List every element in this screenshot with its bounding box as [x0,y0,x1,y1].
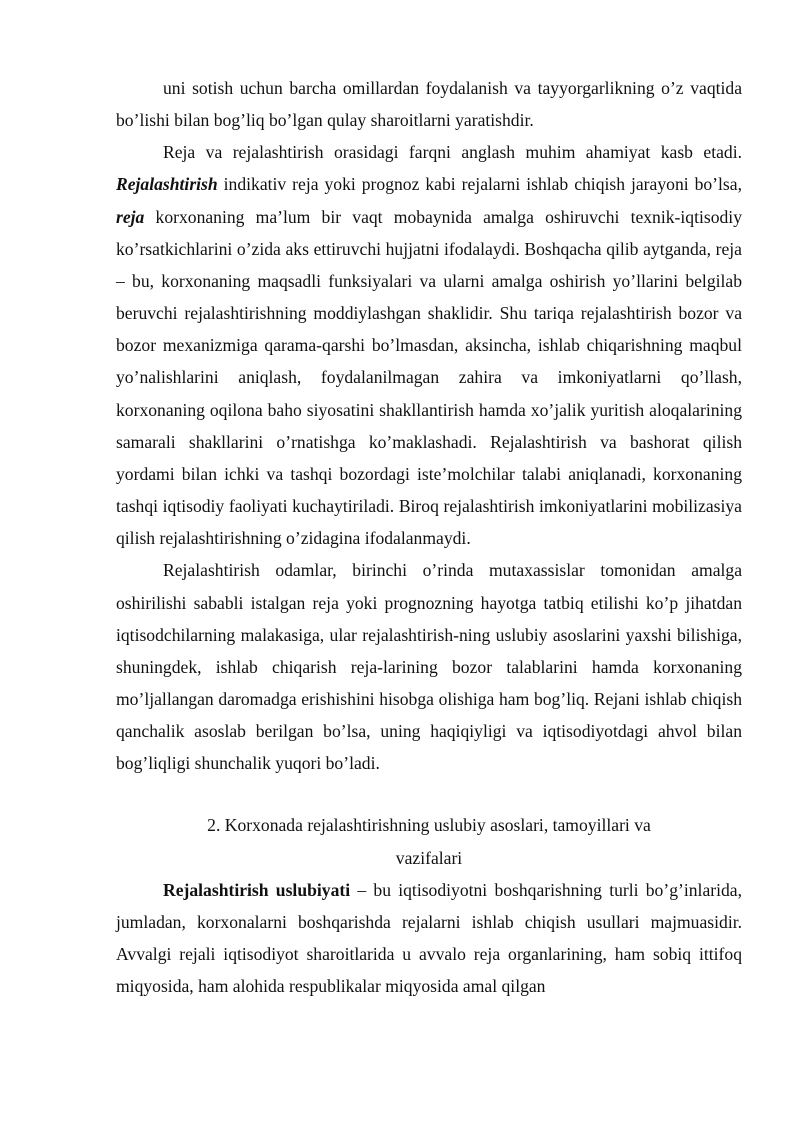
section-heading-line-1: 2. Korxonada rejalashtirishning uslubiy asoslari, tamoyillari va [207,815,651,836]
paragraph-4-body: – bu iqtisodiyotni boshqarishning turli bo’g’inlarida, jumladan, korxonalarni boshqarishda rejalarni ishlab chiqish usullari majmuasidir. Avvalgi rejali iqtisodiyot sharoitlarida u avvalo reja organlarining, ham sobiq ittifoq miqyosida, ham alohida respublikalar miqyosida amal qilgan [116,879,742,997]
paragraph-2 [116,136,742,554]
paragraph-2-mid: indikativ reja yoki prognoz kabi rejalarni ishlab chiqish jarayoni bo’lsa, [217,174,742,195]
document-page [116,72,742,1002]
section-heading-line-2: vazifalari [395,847,463,868]
paragraph-4 [116,874,742,1003]
paragraph-3: Rejalashtirish odamlar, birinchi o’rinda mutaxassislar tomonidan amalga oshirilishi sababli istalgan reja yoki prognozning hayotga tatbiq etilishi ko’p jihatdan iqtisodchilarning malakasiga, ular rejalashtirish-ning uslubiy asoslarini yaxshi bilishiga, shuningdek, ishlab chiqarish reja-larining bozor talablarini hamda korxonaning mo’ljallangan daromadga erishishini hisobga olishiga ham bog’liq. Rejani ishlab chiqish qanchalik asoslab berilgan bo’lsa, uning haqiqiyligi va iqtisodiyotdagi ahvol bilan bog’liqligi shunchalik yuqori bo’ladi. [116,560,742,774]
term-rejalashtirish-uslubiyati: Rejalashtirish uslubiyati [163,879,351,900]
term-rejalashtirish: Rejalashtirish [116,174,218,195]
section-heading [116,809,742,873]
term-reja: reja [116,206,145,227]
paragraph-2-body: korxonaning ma’lum bir vaqt mobaynida amalga oshiruvchi texnik-iqtisodiy ko’rsatkichlarini o’zida aks ettiruvchi hujjatni ifodalaydi. Boshqacha qilib aytganda, reja – bu, korxonaning maqsadli funksiyalari va ularni amalga oshirish yo’llarini belgilab beruvchi rejalashtirishning moddiylashgan shaklidir. Shu tariqa rejalashtirish bozor va bozor mexanizmiga qarama-qarshi bo’lmasdan, aksincha, ishlab chiqarishning maqbul yo’nalishlarini aniqlash, foydalanilmagan zahira va imkoniyatlarni qo’llash, korxonaning oqilona baho siyosatini shakllantirish hamda xo’jalik yuritish aloqalarining samarali shakllarini o’rnatishga ko’maklashadi. Rejalashtirish va bashorat qilish yordami bilan ichki va tashqi bozordagi iste’molchilar talabi aniqlanadi, korxonaning tashqi iqtisodiy faoliyati kuchaytiriladi. Biroq rejalashtirish imkoniyatlarini mobilizasiya qilish rejalashtirishning o’zidagina ifodalanmaydi. [116,206,742,549]
paragraph-2-intro: Reja va rejalashtirish orasidagi farqni anglash muhim ahamiyat kasb etadi. [163,142,742,163]
paragraph-1: uni sotish uchun barcha omillardan foydalanish va tayyorgarlikning o’z vaqtida bo’lishi bilan bog’liq bo’lgan qulay sharoitlarni yaratishdir. [116,78,742,131]
